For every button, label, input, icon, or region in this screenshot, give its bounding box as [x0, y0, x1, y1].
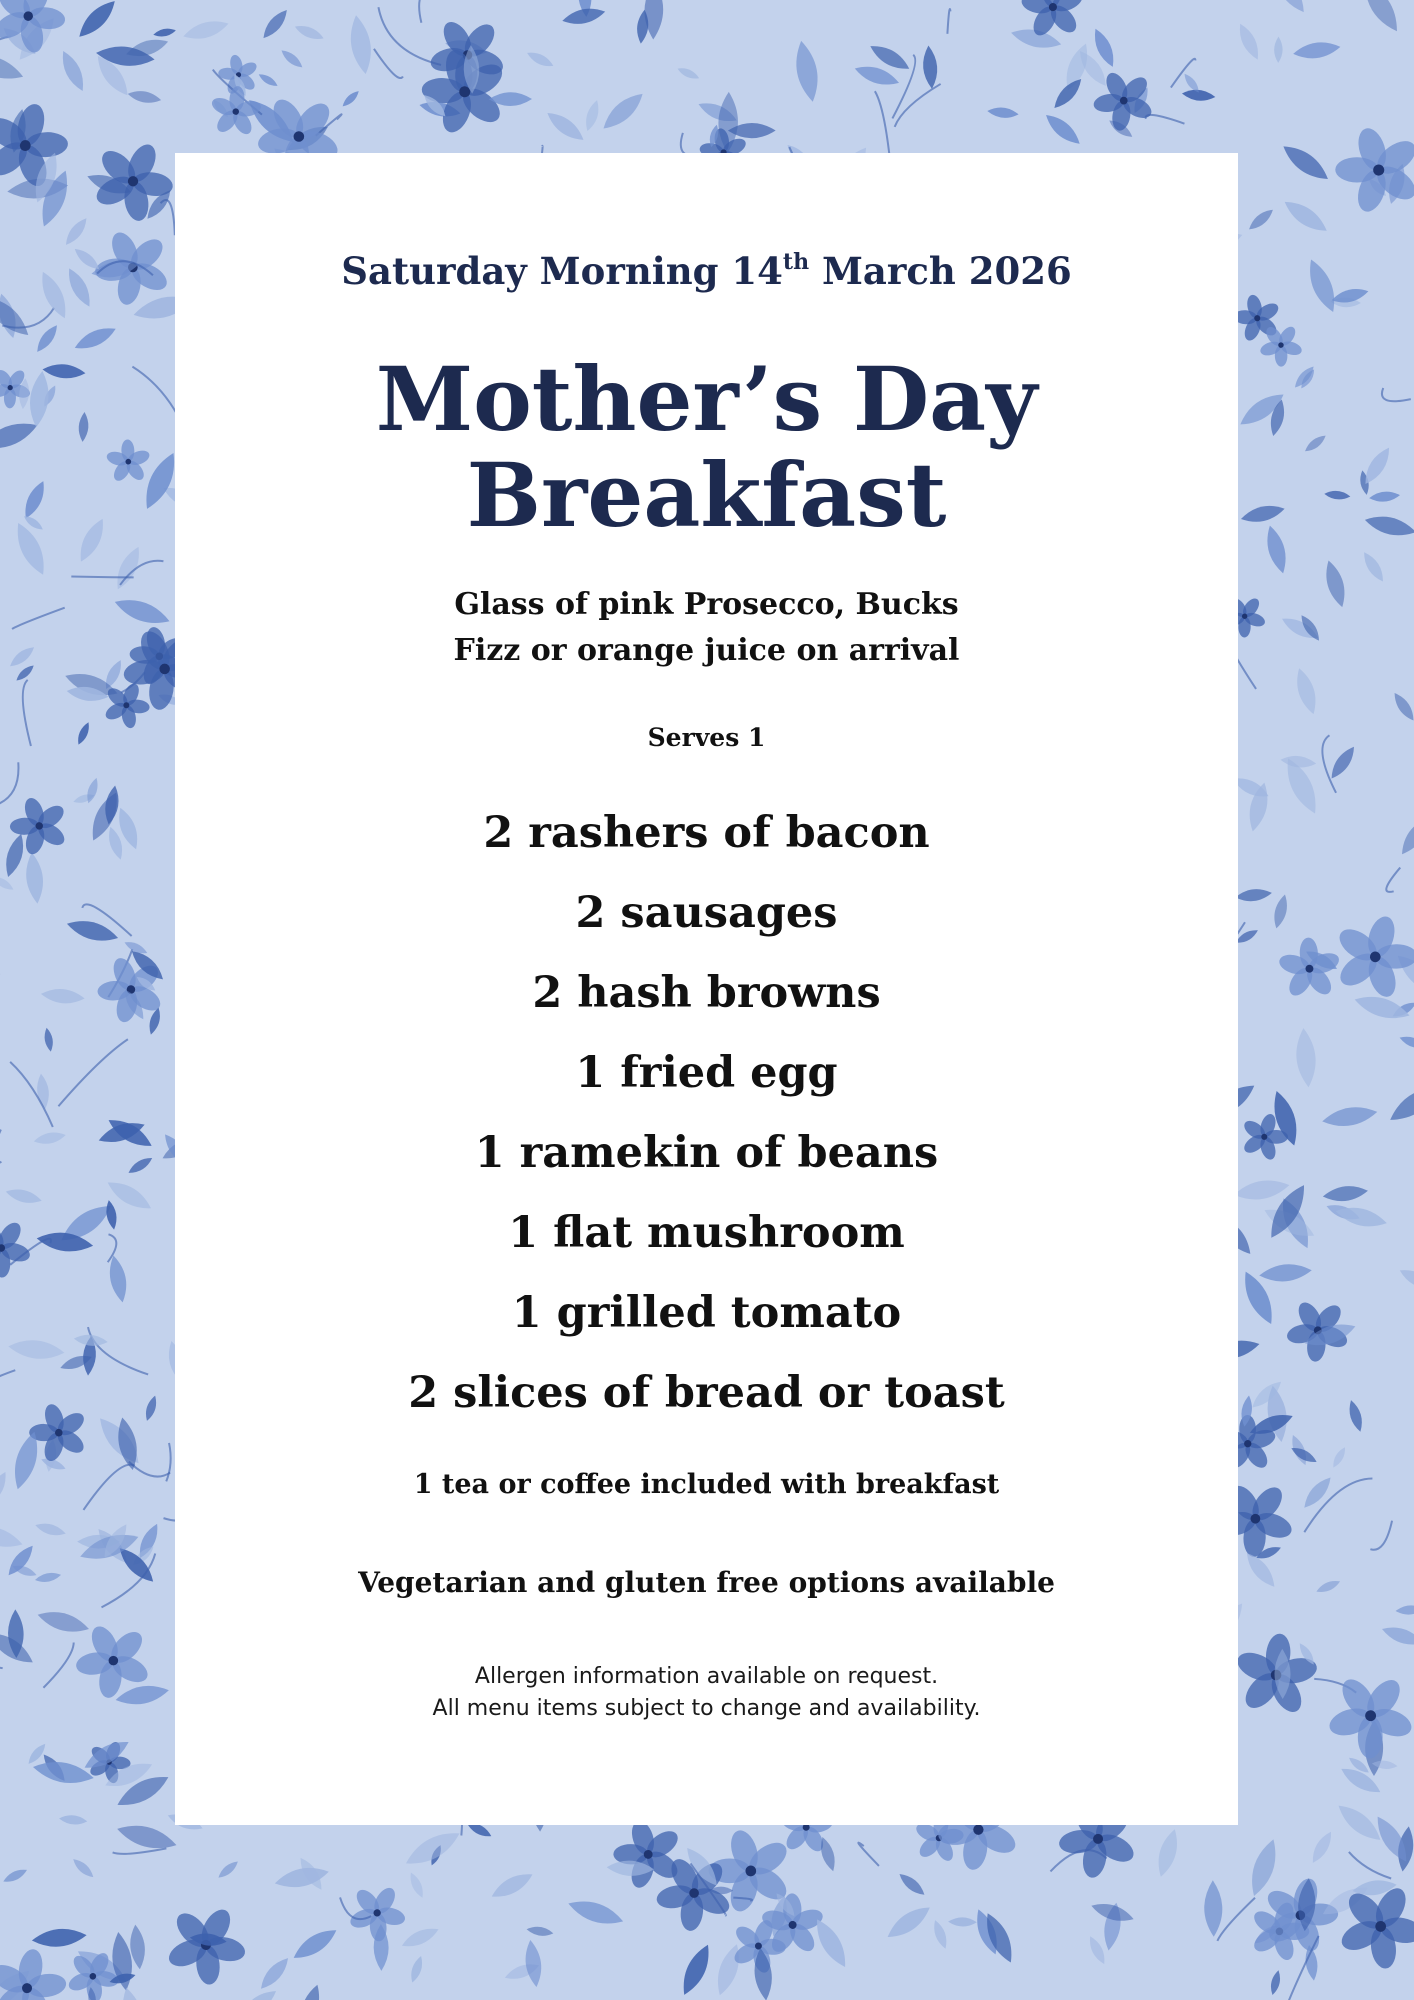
list-item: 2 sausages	[575, 888, 838, 938]
leaf-shape	[1278, 139, 1333, 186]
leaf-shape	[1280, 754, 1317, 769]
stem-line	[875, 91, 890, 161]
leaf-shape	[1303, 256, 1342, 316]
leaf-shape	[488, 1868, 536, 1903]
event-date-text: Saturday Morning 14	[341, 249, 783, 293]
leaf-shape	[111, 544, 145, 593]
leaf-shape	[1303, 432, 1329, 454]
stem-line	[0, 1130, 1, 1164]
list-item: 1 flat mushroom	[508, 1208, 905, 1258]
leaf-shape	[1294, 1027, 1318, 1088]
stem-line	[947, 9, 950, 34]
leaf-shape	[676, 1941, 716, 1999]
leaf-shape	[1396, 813, 1414, 858]
list-item: 1 ramekin of beans	[474, 1128, 939, 1178]
leaf-shape	[75, 721, 92, 747]
leaf-shape	[31, 1926, 87, 1949]
leaf-shape	[147, 1006, 163, 1036]
leaf-shape	[401, 1825, 464, 1872]
leaf-shape	[931, 1918, 951, 1950]
stem-line	[12, 608, 65, 629]
stem-line	[858, 1843, 879, 1866]
leaf-shape	[1321, 558, 1350, 609]
allergen-line-1: Allergen information available on request.	[474, 1664, 939, 1689]
leaf-shape	[1280, 195, 1331, 237]
stem-line	[1322, 735, 1336, 793]
date-ordinal: th	[782, 249, 810, 275]
list-item: 1 grilled tomato	[511, 1288, 902, 1338]
stem-line	[1349, 1852, 1391, 1879]
title-line-1: Mother’s Day	[375, 347, 1038, 451]
stem-line	[58, 1039, 127, 1106]
leaf-shape	[7, 1337, 65, 1361]
leaf-shape	[1315, 1578, 1342, 1596]
leaf-shape	[72, 245, 103, 273]
leaf-shape	[408, 1955, 425, 1984]
leaf-shape	[921, 45, 938, 90]
stem-line	[1370, 1521, 1392, 1550]
leaf-shape	[1204, 1880, 1223, 1937]
list-item: 1 fried egg	[575, 1048, 838, 1098]
leaf-shape	[1292, 666, 1321, 717]
dietary-note: Vegetarian and gluten free options available	[358, 1566, 1055, 1599]
leaf-shape	[1269, 1969, 1283, 1996]
leaf-shape	[289, 1923, 341, 1964]
leaf-shape	[896, 1870, 928, 1899]
leaf-shape	[1324, 490, 1351, 501]
flower-icon	[0, 1942, 74, 2000]
leaf-shape	[72, 322, 119, 354]
leaf-shape	[0, 957, 3, 977]
leaf-shape	[14, 663, 36, 684]
leaf-shape	[1395, 1604, 1414, 1615]
leaf-shape	[42, 362, 86, 380]
stem-line	[43, 1643, 73, 1688]
flower-icon	[1270, 928, 1350, 1010]
leaf-shape	[566, 1895, 626, 1930]
stem-line	[378, 7, 441, 65]
leaf-shape	[20, 478, 49, 521]
leaf-shape	[582, 99, 602, 133]
stem-line	[1217, 1898, 1255, 1941]
arrival-line-1: Glass of pink Prosecco, Bucks	[454, 587, 959, 622]
leaf-shape	[35, 1607, 91, 1638]
list-item: 2 hash browns	[532, 968, 881, 1018]
page-title	[175, 347, 1238, 547]
leaf-shape	[59, 1814, 88, 1826]
stem-line	[23, 680, 31, 746]
leaf-shape	[0, 1521, 25, 1553]
leaf-shape	[106, 1254, 130, 1304]
leaf-shape	[1359, 549, 1387, 584]
allergen-note	[175, 1661, 1238, 1725]
arrival-drinks	[175, 582, 1238, 674]
leaf-shape	[1181, 88, 1215, 102]
leaf-shape	[237, 1985, 280, 2000]
serves-label: Serves 1	[647, 723, 766, 752]
leaf-shape	[33, 322, 61, 355]
leaf-shape	[0, 874, 15, 893]
leaf-shape	[126, 1154, 154, 1176]
leaf-shape	[676, 65, 701, 82]
stem-line	[419, 0, 452, 23]
leaf-shape	[259, 6, 291, 42]
leaf-shape	[74, 0, 121, 42]
leaf-shape	[62, 215, 91, 248]
leaf-shape	[143, 1394, 159, 1422]
leaf-shape	[526, 1925, 554, 1938]
leaf-shape	[1397, 1265, 1414, 1294]
leaf-shape	[1322, 1184, 1369, 1204]
stem-line	[1386, 868, 1400, 892]
leaf-shape	[948, 1917, 977, 1927]
leaf-shape	[1, 832, 28, 879]
leaf-shape	[1299, 1473, 1335, 1512]
leaf-shape	[791, 39, 822, 104]
leaf-shape	[296, 1982, 325, 2000]
leaf-shape	[523, 1939, 544, 1988]
stem-line	[895, 84, 941, 127]
list-item: 2 slices of bread or toast	[408, 1368, 1005, 1418]
drink-note: 1 tea or coffee included with breakfast	[413, 1469, 1000, 1500]
leaf-shape	[31, 1757, 95, 1787]
flower-icon	[1310, 1655, 1414, 1776]
leaf-shape	[70, 1856, 96, 1880]
leaf-shape	[525, 49, 555, 70]
leaf-shape	[987, 106, 1019, 119]
event-date-month-year: March 2026	[809, 249, 1072, 293]
leaf-shape	[57, 48, 89, 94]
leaf-shape	[1330, 1445, 1348, 1469]
leaf-shape	[399, 1923, 441, 1951]
menu-card	[175, 153, 1238, 1825]
leaf-shape	[1357, 0, 1405, 36]
stem-line	[129, 1462, 170, 1477]
stem-line	[0, 1370, 15, 1384]
leaf-shape	[27, 370, 51, 428]
leaf-shape	[1369, 490, 1401, 503]
leaf-shape	[1390, 690, 1414, 724]
leaf-shape	[1041, 110, 1084, 149]
breakfast-items-list	[175, 802, 1238, 1442]
flower-icon	[0, 1206, 43, 1289]
leaf-shape	[543, 107, 588, 145]
stem-line	[1146, 115, 1185, 124]
leaf-shape	[74, 515, 109, 565]
leaf-shape	[63, 265, 96, 310]
leaf-shape	[34, 1571, 62, 1584]
leaf-shape	[1385, 1080, 1414, 1128]
leaf-shape	[1258, 1262, 1312, 1284]
leaf-shape	[1232, 1176, 1291, 1203]
leaf-shape	[115, 1819, 179, 1854]
flower-icon	[83, 941, 178, 1037]
leaf-shape	[1235, 887, 1273, 903]
leaf-shape	[1271, 893, 1290, 930]
leaf-shape	[10, 519, 51, 579]
leaf-shape	[117, 1985, 151, 2000]
leaf-shape	[73, 1333, 108, 1347]
stem-line	[88, 1327, 148, 1374]
leaf-shape	[1239, 502, 1286, 526]
stem-line	[374, 49, 403, 78]
leaf-shape	[340, 89, 361, 109]
leaf-shape	[256, 1954, 293, 1993]
leaf-shape	[33, 1130, 67, 1147]
leaf-shape	[1269, 0, 1310, 17]
leaf-shape	[127, 89, 162, 106]
leaf-shape	[1234, 21, 1263, 62]
leaf-shape	[1398, 1033, 1414, 1051]
leaf-shape	[347, 14, 375, 76]
flower-icon	[207, 84, 265, 139]
leaf-shape	[1246, 206, 1276, 233]
leaf-shape	[1308, 1829, 1336, 1866]
stem-line	[0, 762, 18, 807]
event-date	[175, 249, 1238, 293]
flower-icon	[100, 432, 157, 491]
leaf-shape	[598, 88, 648, 135]
leaf-shape	[25, 1741, 48, 1766]
stem-line	[0, 1667, 3, 1707]
leaf-shape	[293, 22, 325, 43]
leaf-shape	[4, 1186, 43, 1207]
leaf-shape	[43, 1027, 55, 1052]
stem-line	[113, 1848, 167, 1853]
leaf-shape	[153, 27, 177, 39]
leaf-shape	[78, 412, 90, 443]
leaf-shape	[0, 1469, 11, 1507]
leaf-shape	[883, 1901, 935, 1944]
allergen-line-2: All menu items subject to change and availability.	[432, 1696, 981, 1721]
leaf-shape	[40, 987, 85, 1006]
leaf-shape	[24, 852, 46, 905]
leaf-shape	[1321, 1103, 1379, 1130]
leaf-shape	[216, 1858, 241, 1880]
leaf-shape	[1, 1866, 28, 1885]
stem-line	[1382, 388, 1411, 401]
leaf-shape	[181, 16, 230, 43]
leaf-shape	[1292, 39, 1341, 61]
leaf-shape	[112, 593, 173, 630]
flower-icon	[1318, 108, 1414, 232]
leaf-shape	[279, 47, 305, 71]
leaf-shape	[257, 71, 279, 89]
leaf-shape	[1245, 1836, 1283, 1899]
stem-line	[71, 576, 133, 577]
leaf-shape	[407, 1871, 427, 1900]
stem-line	[83, 1465, 134, 1510]
list-item: 2 rashers of bacon	[483, 808, 930, 858]
leaf-shape	[35, 1073, 50, 1110]
leaf-shape	[1274, 37, 1283, 63]
leaf-shape	[1262, 524, 1291, 576]
arrival-line-2: Fizz or orange juice on arrival	[453, 633, 960, 668]
leaf-shape	[1380, 1622, 1414, 1649]
leaf-shape	[1153, 1827, 1182, 1879]
leaf-shape	[1363, 512, 1414, 541]
leaf-shape	[1326, 743, 1359, 782]
leaf-shape	[35, 268, 72, 321]
leaf-shape	[114, 1682, 170, 1709]
title-line-2: Breakfast	[466, 443, 947, 547]
stem-line	[166, 1443, 170, 1481]
leaf-shape	[34, 1520, 67, 1538]
leaf-shape	[1346, 1399, 1366, 1434]
